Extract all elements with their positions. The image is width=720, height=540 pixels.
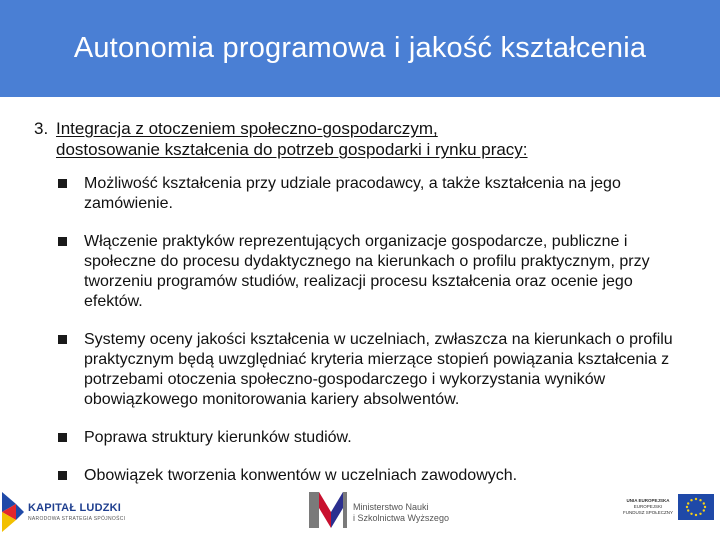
list-item	[34, 174, 694, 214]
list-item-text: Poprawa struktury kierunków studiów.	[84, 429, 352, 446]
ministerstwo-logo	[309, 492, 449, 533]
list-item-text: Obowiązek tworzenia konwentów w uczelniach zawodowych.	[84, 467, 518, 484]
bullet-list	[34, 174, 694, 486]
list-item	[34, 232, 694, 312]
kapital-ludzki-subtitle: NARODOWA STRATEGIA SPÓJNOŚCI	[28, 516, 126, 522]
ministerstwo-line1: Ministerstwo Nauki	[353, 501, 429, 512]
eu-line3: FUNDUSZ SPOŁECZNY	[622, 510, 673, 515]
section-heading-line2: dostosowanie kształcenia do potrzeb gospodarki i rynku pracy:	[56, 140, 528, 159]
slide-content	[34, 118, 694, 504]
eu-flag-icon	[678, 494, 714, 520]
kapital-ludzki-title: KAPITAŁ LUDZKI	[28, 502, 122, 514]
square-bullet-icon	[58, 179, 67, 188]
title-bar	[0, 0, 720, 97]
square-bullet-icon	[58, 237, 67, 246]
section-heading-text	[56, 118, 528, 160]
ministerstwo-line2: i Szkolnictwa Wyższego	[353, 512, 449, 523]
slide-title: Autonomia programowa i jakość kształcenia	[73, 32, 647, 64]
list-item	[34, 466, 694, 486]
eu-line2: EUROPEJSKI	[633, 504, 663, 509]
square-bullet-icon	[58, 433, 67, 442]
list-item-text: Możliwość kształcenia przy udziale pracodawcy, a także kształcenia na jego zamówienie.	[84, 175, 621, 212]
kapital-ludzki-icon	[2, 492, 24, 532]
list-item-text: Włączenie praktyków reprezentujących organizacje gospodarcze, publiczne i społeczne do procesu dydaktycznego na kierunkach o profilu praktycznym, przy tworzeniu programów studiów, realizacji procesu kształcenia oraz ocenie jego efektów.	[84, 233, 650, 310]
kapital-ludzki-logo	[2, 492, 125, 532]
list-item-text: Systemy oceny jakości kształcenia w uczelniach, zwłaszcza na kierunkach o profilu praktycznym będą uwzględniać kryteria mierzące stopień powiązania kształcenia z potrzebami otoczenia społeczno-gospodarczego i wykorzystania wyników obowiązkowego monitorowania kariery absolwentów.	[84, 331, 673, 408]
section-heading	[34, 118, 694, 160]
section-heading-line1: Integracja z otoczeniem społeczno-gospodarczym,	[56, 119, 438, 138]
footer-logos	[0, 488, 720, 540]
square-bullet-icon	[58, 335, 67, 344]
square-bullet-icon	[58, 471, 67, 480]
list-item	[34, 428, 694, 448]
eu-line1: UNIA EUROPEJSKA	[626, 498, 670, 503]
eu-logo	[620, 494, 714, 520]
ministerstwo-mark-icon	[309, 492, 347, 533]
list-item	[34, 330, 694, 410]
section-number: 3.	[34, 119, 49, 138]
